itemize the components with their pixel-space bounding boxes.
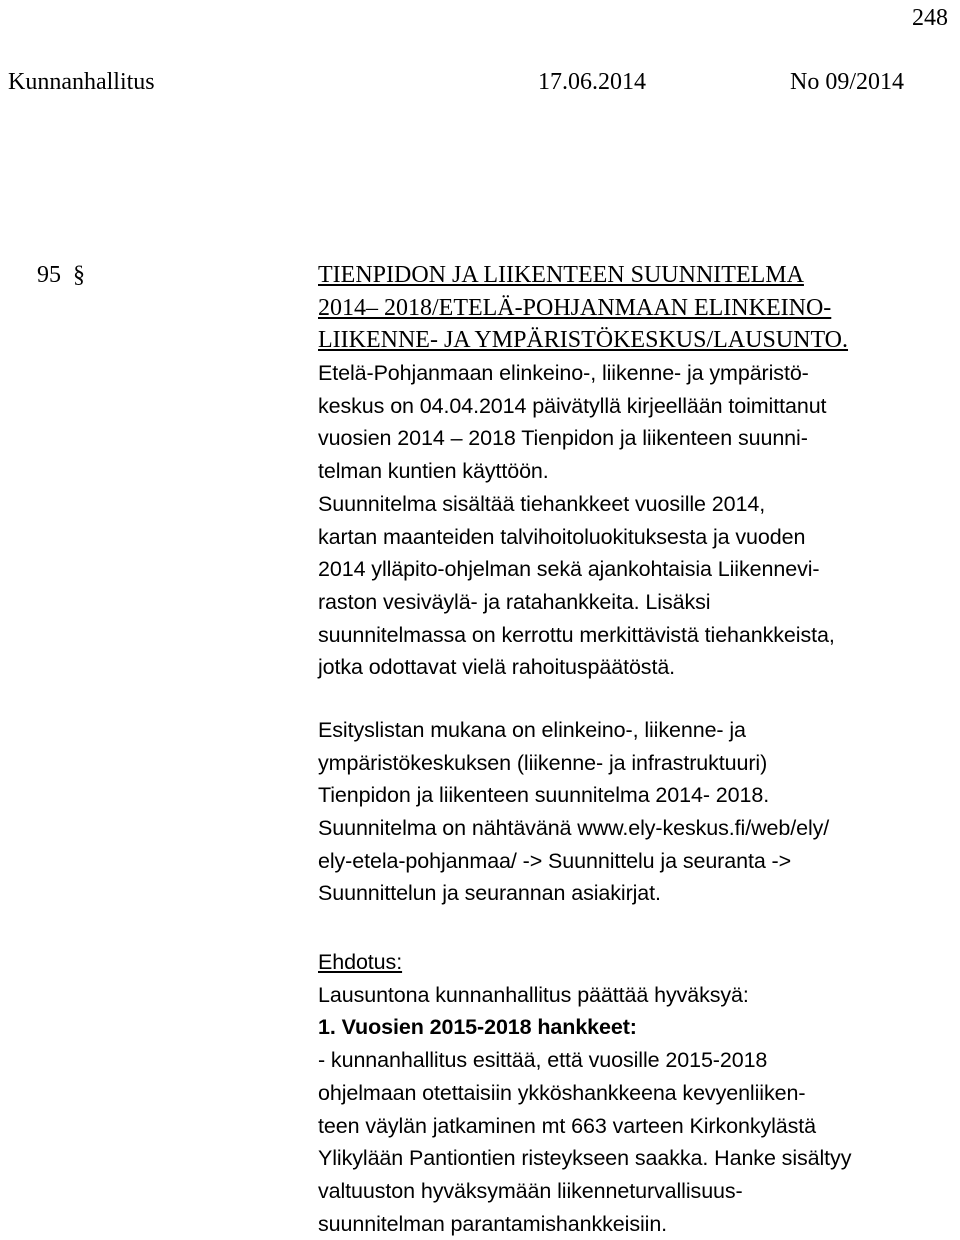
proposal-heading: Ehdotus:	[318, 950, 403, 975]
section-number	[37, 259, 85, 291]
title-line: TIENPIDON JA LIIKENTEEN SUUNNITELMA	[318, 262, 804, 288]
paragraph-line: Suunnittelun ja seurannan asiakirjat.	[318, 881, 661, 906]
section-symbol: §	[73, 262, 85, 288]
paragraph-line: raston vesiväylä- ja ratahankkeita. Lisäksi	[318, 589, 711, 614]
paragraph-line: Tienpidon ja liikenteen suunnitelma 2014- 2018.	[318, 783, 770, 808]
section-number-value: 95	[37, 262, 61, 288]
paragraph-line: keskus on 04.04.2014 päivätyllä kirjeellään toimittanut	[318, 393, 827, 418]
page-number: 248	[912, 5, 948, 31]
paragraph-line: telman kuntien käyttöön.	[318, 459, 549, 484]
header-meeting-number: No 09/2014	[790, 69, 904, 95]
paragraph-line: jotka odottavat vielä rahoituspäätöstä.	[318, 655, 676, 680]
paragraph-line: ympäristökeskuksen (liikenne- ja infrastruktuuri)	[318, 750, 768, 775]
paragraph-line: Etelä-Pohjanmaan elinkeino-, liikenne- ja ympäristö-	[318, 361, 809, 386]
proposal-item-line: - kunnanhallitus esittää, että vuosille 2015-2018	[318, 1048, 768, 1073]
header-organization: Kunnanhallitus	[8, 69, 155, 95]
title-line: LIIKENNE- JA YMPÄRISTÖKESKUS/LAUSUNTO.	[318, 327, 849, 354]
proposal-item-line: valtuuston hyväksymään liikenneturvallisuus-	[318, 1178, 743, 1203]
paragraph-gap	[318, 910, 948, 946]
header-date: 17.06.2014	[538, 69, 646, 95]
paragraph-line: ely-etela-pohjanmaa/ -> Suunnittelu ja seuranta ->	[318, 848, 792, 873]
proposal-item-line: Ylikylään Pantiontien risteykseen saakka. Hanke sisältyy	[318, 1146, 852, 1171]
section-content	[318, 259, 948, 1240]
proposal-item-line: ohjelmaan otettaisiin ykköshankkeena kevyenliiken-	[318, 1080, 806, 1105]
paragraph-line: Esityslistan mukana on elinkeino-, liikenne- ja	[318, 717, 746, 742]
paragraph-line: vuosien 2014 – 2018 Tienpidon ja liikenteen suunni-	[318, 426, 808, 451]
paragraph-gap	[318, 684, 948, 714]
paragraph-line: Suunnitelma sisältää tiehankkeet vuosille 2014,	[318, 491, 766, 516]
proposal-item-line: suunnitelman parantamishankkeisiin.	[318, 1211, 668, 1236]
paragraph-line: suunnitelmassa on kerrottu merkittävistä tiehankkeista,	[318, 622, 835, 647]
section-title	[318, 259, 948, 357]
paragraph-line: 2014 ylläpito-ohjelman sekä ajankohtaisia Liikennevi-	[318, 557, 820, 582]
title-line: 2014– 2018/ETELÄ-POHJANMAAN ELINKEINO-	[318, 294, 832, 321]
paragraph-line: Suunnitelma on nähtävänä www.ely-keskus.fi/web/ely/	[318, 816, 830, 840]
proposal-intro: Lausuntona kunnanhallitus päättää hyväksyä:	[318, 982, 749, 1007]
proposal-item-heading: 1. Vuosien 2015-2018 hankkeet:	[318, 1015, 637, 1040]
paragraph-background	[318, 357, 948, 1240]
proposal-item-line: teen väylän jatkaminen mt 663 varteen Kirkonkylästä	[318, 1113, 817, 1138]
paragraph-line: kartan maanteiden talvihoitoluokituksesta ja vuoden	[318, 524, 806, 549]
document-header	[0, 66, 960, 98]
